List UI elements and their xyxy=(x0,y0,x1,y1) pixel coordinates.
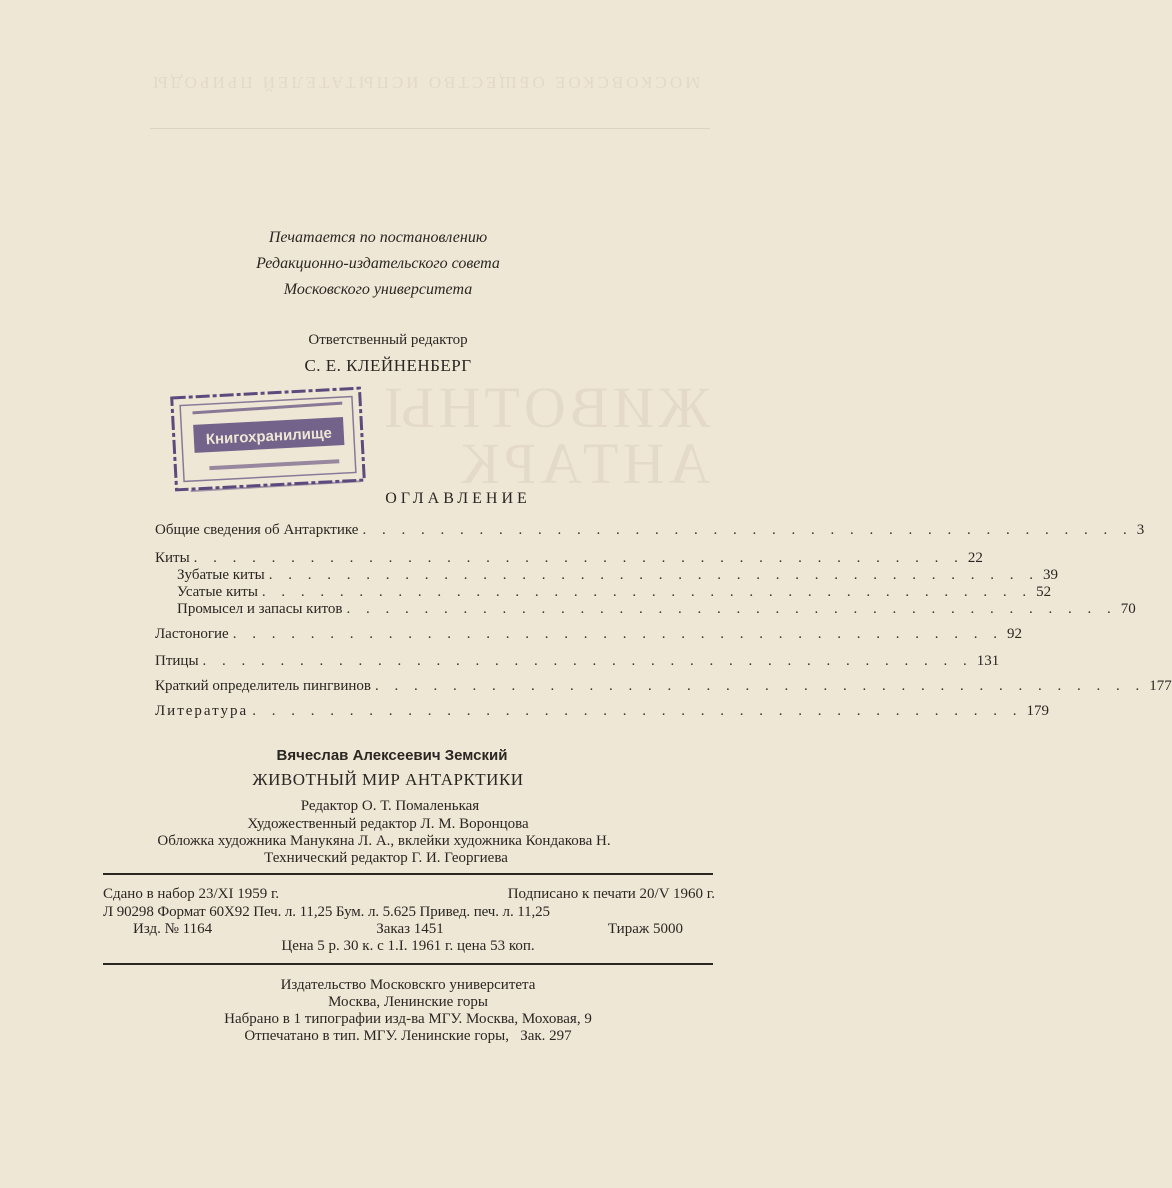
toc-entry-label: Птицы xyxy=(155,653,199,669)
divider-bottom xyxy=(103,963,713,965)
toc-entry-label: Зубатые киты xyxy=(177,567,265,583)
toc-entry xyxy=(155,601,1136,621)
print-run: Тираж 5000 xyxy=(607,921,683,937)
toc-leader: . . . . . . . . . . . . . . . . . . . . . . . . . . . . . . . . . . . . . . . . xyxy=(362,522,1133,538)
toc-title: ОГЛАВЛЕНИЕ xyxy=(385,490,531,507)
editor-credit: Редактор О. Т. Помаленькая xyxy=(300,798,480,814)
toc-entry-page: 131 xyxy=(976,653,1000,669)
toc-entry-label: Усатые киты xyxy=(177,584,258,600)
stamp-graphic xyxy=(165,380,370,498)
toc-leader: . . . . . . . . . . . . . . . . . . . . . . . . . . . . . . . . . . . . . . . . xyxy=(202,653,973,669)
sent-to-set: Сдано в набор 23/XI 1959 г. xyxy=(103,886,280,902)
toc-leader: . . . . . . . . . . . . . . . . . . . . . . . . . . . . . . . . . . . . . . . . xyxy=(252,703,1023,719)
toc-leader: . . . . . . . . . . . . . . . . . . . . . . . . . . . . . . . . . . . . . . . . xyxy=(374,678,1146,694)
toc-entry-page: 22 xyxy=(967,550,983,566)
responsible-editor-label: Ответственный редактор xyxy=(308,332,468,348)
toc-entry xyxy=(155,678,1172,698)
toc-entry-label: Киты xyxy=(155,550,190,566)
toc-leader: . . . . . . . . . . . . . . . . . . . . . . . . . . . . . . . . . . . . . . . . xyxy=(268,567,1039,583)
bleed-through-text: МОСКОВСКОЕ ОБЩЕСТВО ИСПЫТАТЕЛЕЙ ПРИРОДЫ xyxy=(150,73,701,92)
book-title: ЖИВОТНЫЙ МИР АНТАРКТИКИ xyxy=(252,770,524,789)
responsible-editor-name: С. Е. КЛЕЙНЕНБЕРГ xyxy=(304,356,472,375)
publisher-address: Москва, Ленинские горы xyxy=(328,994,488,1010)
toc-leader: . . . . . . . . . . . . . . . . . . . . . . . . . . . . . . . . . . . . . . . . xyxy=(232,626,1003,642)
price-line: Цена 5 р. 30 к. с 1.I. 1961 г. цена 53 коп. xyxy=(281,938,535,954)
bleed-through-rule xyxy=(150,128,710,129)
bleed-through-title: ЖИВОТНЫ АНТАРК xyxy=(380,375,711,496)
publication-note-line3: Московского университета xyxy=(283,281,473,298)
publisher-name: Издательство Московскго университета xyxy=(280,977,536,993)
art-editor-credit: Художественный редактор Л. М. Воронцова xyxy=(247,816,529,832)
print-dates-row xyxy=(103,885,715,904)
toc-leader: . . . . . . . . . . . . . . . . . . . . . . . . . . . . . . . . . . . . . . . . xyxy=(261,584,1033,600)
toc-entry xyxy=(155,653,1000,673)
tech-editor-credit: Технический редактор Г. И. Георгиева xyxy=(264,850,508,866)
toc-leader: . . . . . . . . . . . . . . . . . . . . . . . . . . . . . . . . . . . . . . . . xyxy=(346,601,1117,617)
divider-top xyxy=(103,873,713,875)
order-number: Заказ 1451 xyxy=(376,921,444,937)
toc-entry xyxy=(155,626,1022,646)
library-stamp xyxy=(165,380,370,498)
toc-entry-label: Промысел и запасы китов xyxy=(177,601,343,617)
toc-entry-page: 3 xyxy=(1136,522,1145,538)
izd-number: Изд. № 1164 xyxy=(133,921,213,937)
signed-to-print: Подписано к печати 20/V 1960 г. xyxy=(507,886,715,902)
toc-entry-page: 52 xyxy=(1036,584,1052,600)
publication-note xyxy=(0,225,756,303)
format-line: Л 90298 Формат 60Х92 Печ. л. 11,25 Бум. л. 5.625 Привед. печ. л. 11,25 xyxy=(103,904,550,920)
toc-entry-page: 92 xyxy=(1006,626,1022,642)
toc-entry xyxy=(155,703,1049,723)
toc-entry-label: Литература xyxy=(155,703,249,719)
toc-entry-label: Общие сведения об Антарктике xyxy=(155,522,359,538)
toc-entry-page: 179 xyxy=(1026,703,1049,719)
stamp-text: Книгохранилище xyxy=(205,424,333,449)
publication-note-line1: Печатается по постановлению xyxy=(268,229,488,246)
toc-entry-page: 70 xyxy=(1120,601,1136,617)
typesetting-note: Набрано в 1 типографии изд-ва МГУ. Москва, Моховая, 9 xyxy=(224,1011,592,1027)
toc-entry-label: Ластоногие xyxy=(155,626,229,642)
toc-entry-label: Краткий определитель пингвинов xyxy=(155,678,371,694)
cover-artist-credit: Обложка художника Манукяна Л. А., вклейки художника Кондакова Н. xyxy=(157,833,611,849)
toc-entry xyxy=(155,522,1145,542)
toc-leader: . . . . . . . . . . . . . . . . . . . . . . . . . . . . . . . . . . . . . . . . xyxy=(193,550,964,566)
book-author: Вячеслав Алексеевич Земский xyxy=(276,747,508,764)
toc-entry-page: 39 xyxy=(1042,567,1058,583)
toc-entry-page: 177 xyxy=(1149,678,1172,694)
printing-note: Отпечатано в тип. МГУ. Ленинские горы, Зак. 297 xyxy=(244,1028,572,1044)
publication-note-line2: Редакционно-издательского совета xyxy=(256,255,500,272)
